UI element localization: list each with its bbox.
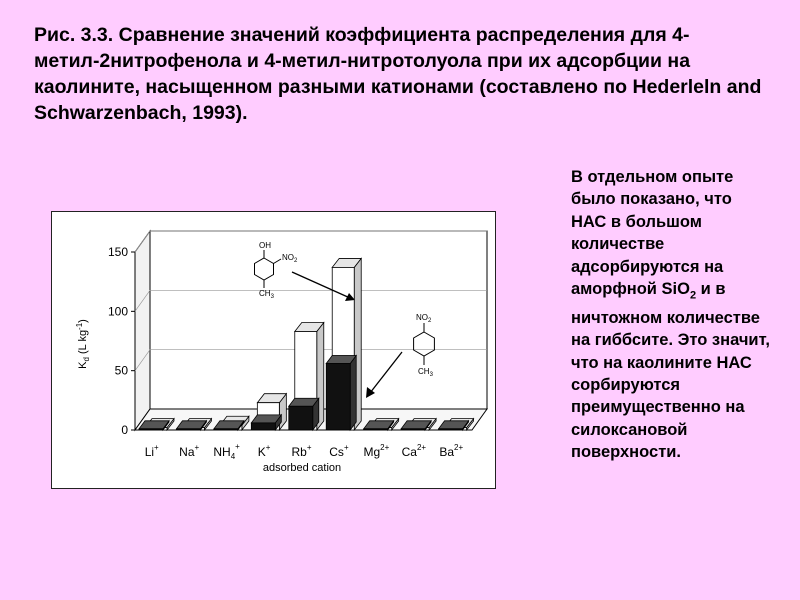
y-axis-title: $K_d$ (L $kg^{-1}$) [75, 319, 91, 369]
category-label: Cs+ [329, 443, 349, 459]
no2-label: $NO_2$ [282, 253, 298, 264]
bar-front [439, 429, 463, 430]
ch3-label: $CH_3$ [259, 289, 274, 300]
side-text [571, 166, 771, 464]
bar-front [176, 429, 200, 430]
black-bar-1 [176, 421, 206, 430]
bar-front [251, 423, 275, 430]
bar-front [401, 429, 425, 430]
black-bar-8 [439, 421, 469, 430]
category-label: $Ba^{2+}$ [439, 443, 464, 459]
side-text-formula-subscript: 2 [689, 289, 697, 302]
no2-label-2: $NO_2$ [416, 313, 432, 324]
x-axis-categories [145, 442, 464, 461]
bar-front [364, 429, 388, 430]
category-label: Na+ [179, 443, 200, 459]
side-text-part-1: В отдельном опыте было показано, что НАС в большом количестве адсорбируются на аморфной SiO [571, 168, 734, 299]
category-label: K+ [257, 443, 271, 459]
category-label: $NH_4^+$ [213, 442, 240, 461]
black-bar-7 [401, 421, 431, 430]
bar-side [350, 356, 356, 430]
category-label: $Mg^{2+}$ [363, 443, 390, 459]
side-wall [135, 231, 150, 430]
black-bar-2 [214, 421, 244, 430]
chart-figure [51, 211, 496, 489]
category-label: Li+ [144, 443, 159, 459]
ch3-label-2: $CH_3$ [418, 367, 433, 378]
y-axis-ticks [108, 245, 135, 437]
black-bar-6 [364, 421, 394, 430]
y-tick-label: 0 [121, 423, 128, 437]
black-bar-4 [289, 398, 319, 430]
black-bar-3 [251, 415, 281, 430]
bar-front [214, 429, 238, 430]
black-bar-5 [326, 356, 356, 430]
y-tick-label: 150 [107, 245, 128, 259]
oh-label: OH [259, 241, 271, 250]
bar-front [139, 429, 163, 430]
side-text-part-2: и в ничтожном количестве на гиббсите. Это значит, что на каолините НАС сорбируются преимущественно на силоксановой поверхности. [571, 280, 770, 462]
kd-bar-chart [52, 212, 497, 490]
bar-front [326, 364, 350, 430]
category-label: Rb+ [291, 443, 312, 459]
x-axis-title: adsorbed cation [262, 462, 342, 474]
bar-front [289, 406, 313, 430]
category-label: $Ca^{2+}$ [401, 443, 427, 459]
y-tick-label: 50 [114, 363, 128, 378]
slide-title: Рис. 3.3. Сравнение значений коэффициента распределения для 4-метил-2нитрофенола и 4-метил-нитротолуола при их адсорбции на каолините, насыщенном разными катионами (составлено по Hederleln and Schwarzenbach, 1993). [34, 24, 762, 124]
y-tick-label: 100 [107, 304, 128, 319]
black-bar-0 [139, 421, 169, 430]
